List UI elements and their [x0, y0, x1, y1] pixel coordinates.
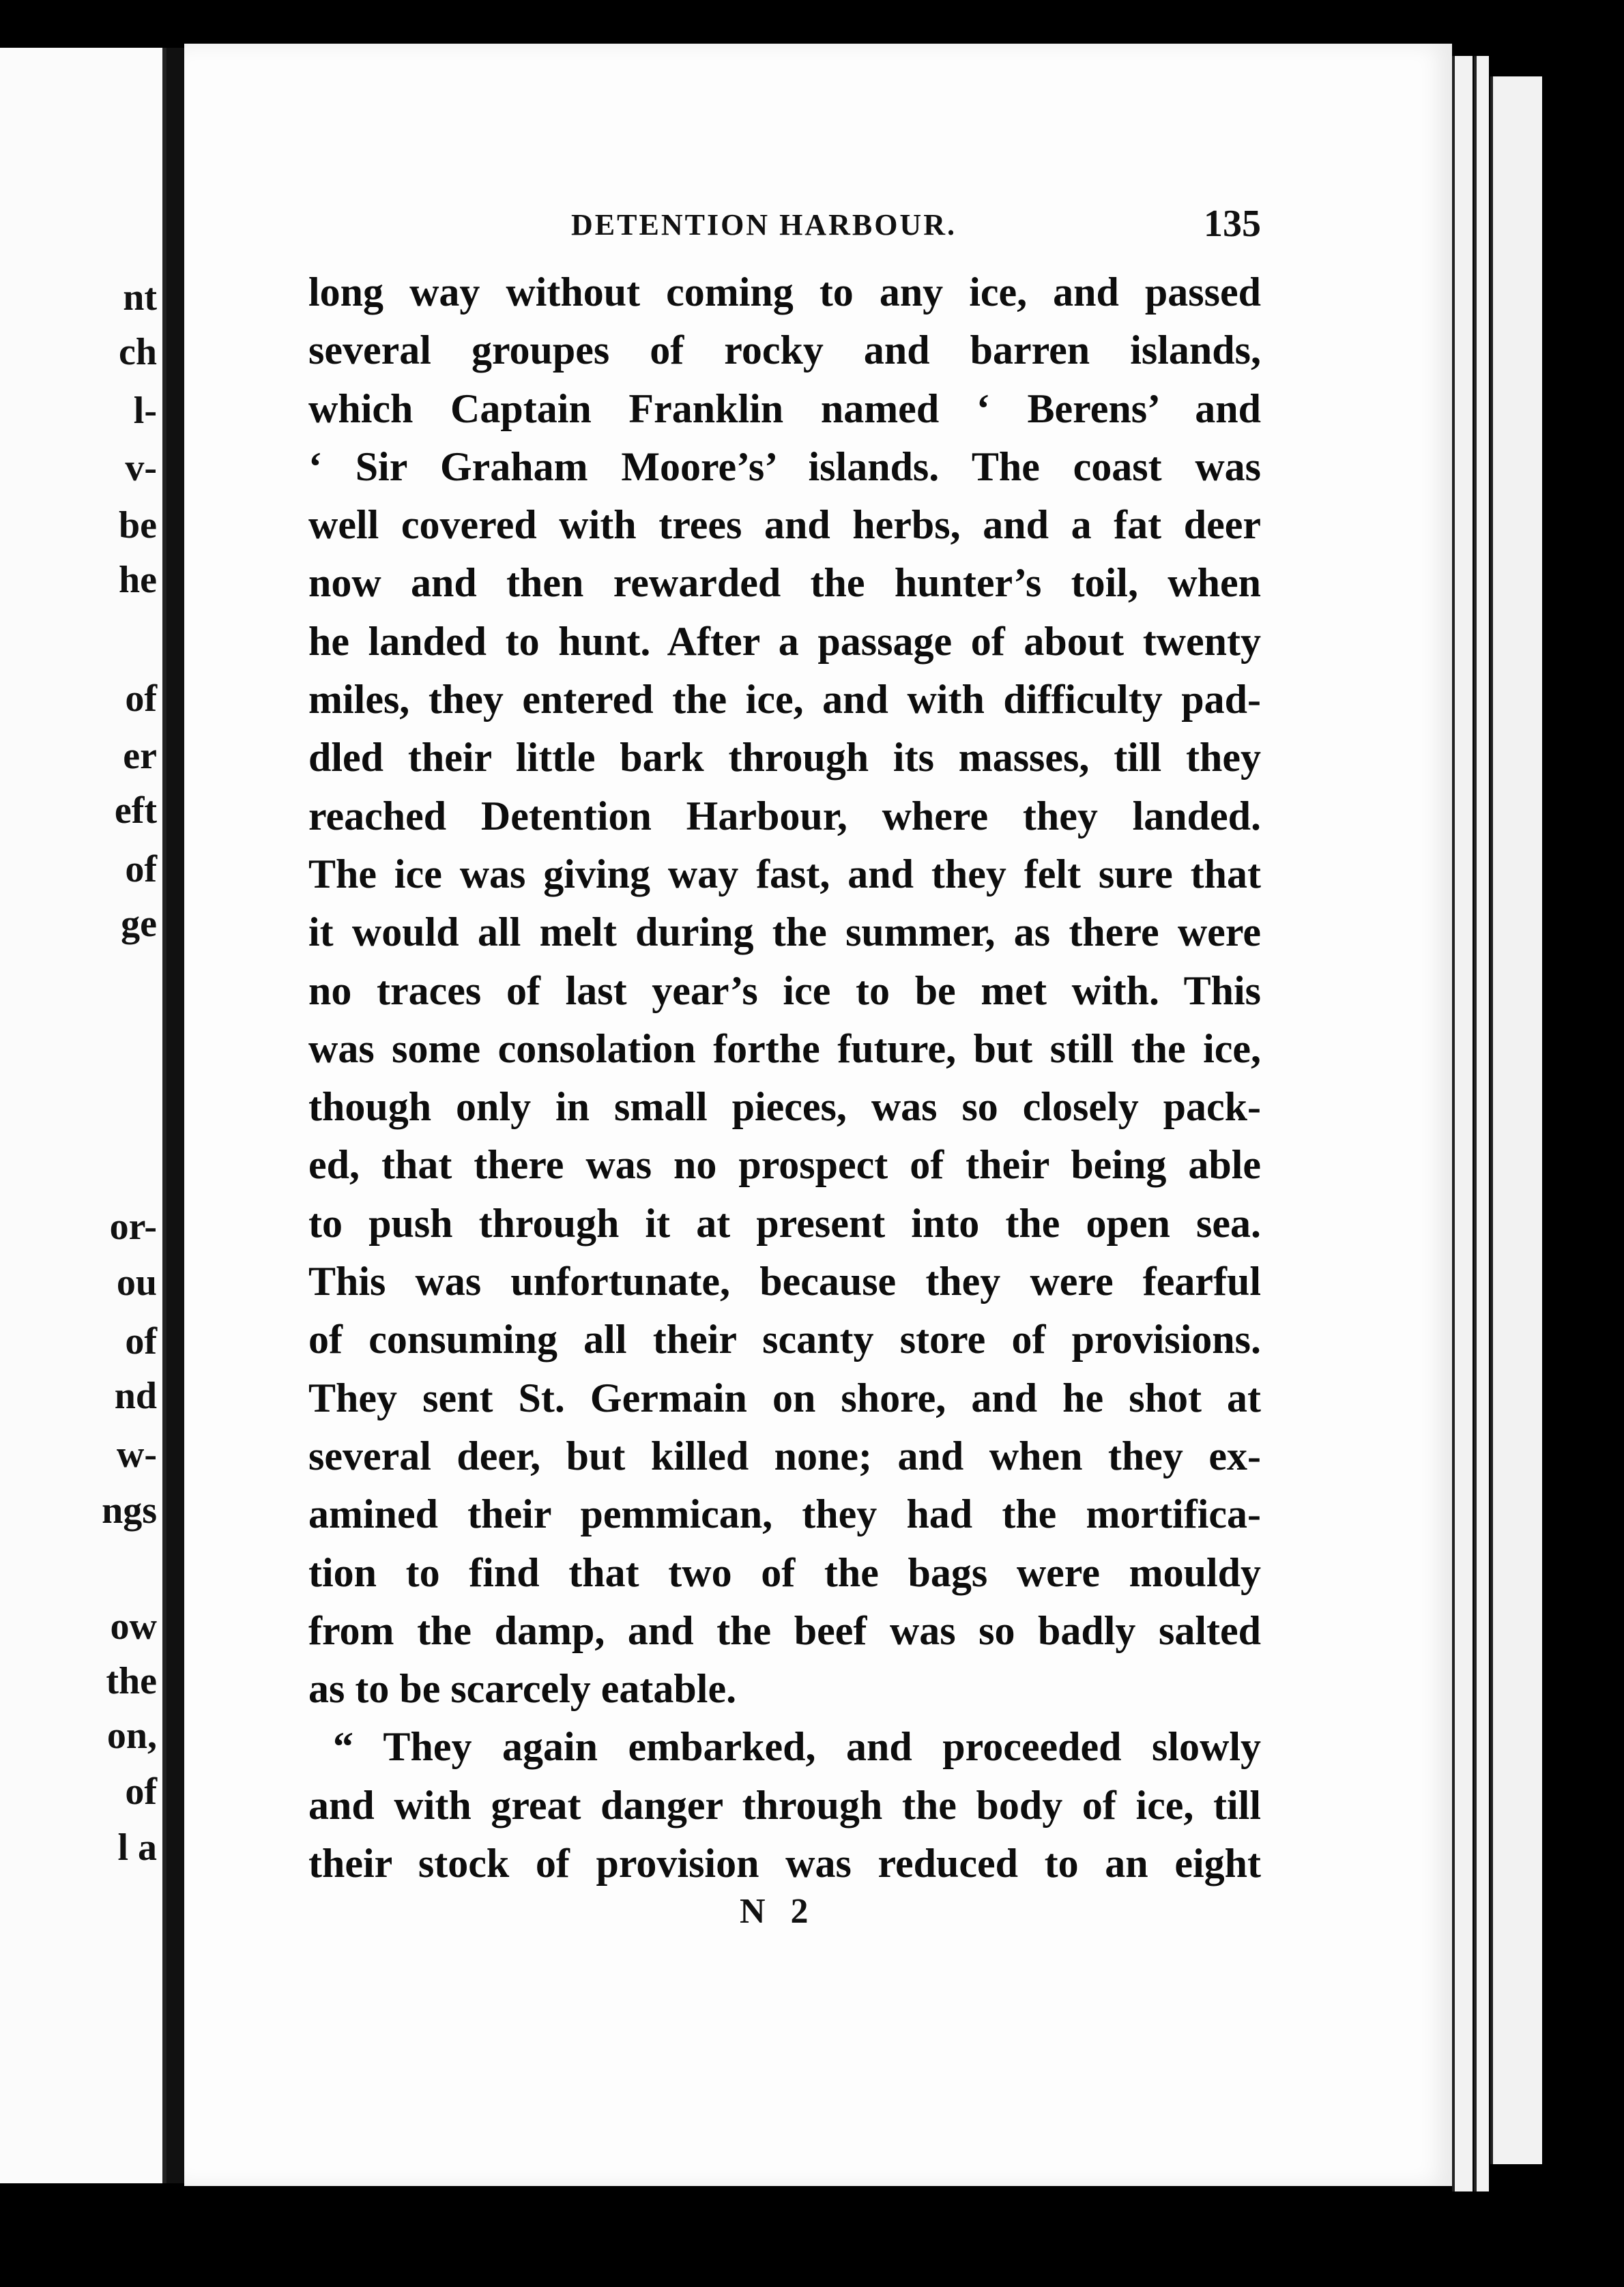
- left-line-fragment: of: [125, 1771, 157, 1813]
- left-line-fragment: ge: [121, 903, 157, 945]
- left-line-fragment: nd: [114, 1375, 157, 1417]
- left-line-fragment: of: [125, 1320, 157, 1363]
- text-line: The ice was giving way fast, and they felt sure that: [308, 851, 1261, 897]
- left-line-fragment: of: [125, 848, 157, 890]
- signature-mark: N 2: [740, 1892, 817, 1931]
- running-head: DETENTION HARBOUR.: [571, 208, 957, 242]
- left-line-fragment: be: [119, 504, 157, 547]
- left-line-fragment: l-: [133, 390, 157, 432]
- book-gutter: [166, 48, 184, 2183]
- left-line-fragment: the: [106, 1660, 157, 1702]
- text-line: long way without coming to any ice, and passed: [308, 270, 1261, 315]
- text-line: to push through it at present into the open sea.: [308, 1200, 1261, 1246]
- page-edge: [1490, 76, 1542, 2164]
- page-number: 135: [1204, 203, 1261, 245]
- text-line: miles, they entered the ice, and with difficulty pad-: [308, 677, 1261, 723]
- text-line: well covered with trees and herbs, and a fat deer: [308, 502, 1261, 548]
- text-line: ed, that there was no prospect of their being able: [308, 1142, 1261, 1188]
- text-line: This was unfortunate, because they were fearful: [308, 1259, 1261, 1305]
- text-line: several groupes of rocky and barren islands,: [308, 327, 1261, 373]
- text-line: of consuming all their scanty store of provisions.: [308, 1317, 1261, 1363]
- text-line: and with great danger through the body of ice, till: [308, 1782, 1261, 1828]
- text-line: amined their pemmican, they had the mortifica-: [308, 1491, 1261, 1537]
- page-edge: [1452, 56, 1473, 2191]
- text-line: They sent St. Germain on shore, and he shot at: [308, 1375, 1261, 1421]
- text-line: ‘ Sir Graham Moore’s’ islands. The coast was: [308, 443, 1261, 489]
- left-line-fragment: ngs: [102, 1489, 157, 1532]
- left-line-fragment: ou: [116, 1262, 157, 1304]
- left-line-fragment: on,: [106, 1715, 157, 1757]
- page-edge: [1474, 56, 1489, 2191]
- left-line-fragment: eft: [114, 789, 157, 832]
- text-line: from the damp, and the beef was so badly salted: [308, 1607, 1261, 1653]
- left-line-fragment: w-: [116, 1433, 157, 1476]
- text-line: several deer, but killed none; and when they ex-: [308, 1433, 1261, 1478]
- text-line: dled their little bark through its masses, till they: [308, 735, 1261, 781]
- left-page-fragment: [0, 48, 166, 2183]
- left-line-fragment: er: [123, 735, 157, 777]
- text-line: their stock of provision was reduced to an eight: [308, 1841, 1261, 1887]
- text-line: tion to find that two of the bags were mouldy: [308, 1549, 1261, 1595]
- text-line: now and then rewarded the hunter’s toil, when: [308, 560, 1261, 606]
- left-line-fragment: l a: [117, 1826, 157, 1869]
- text-line: though only in small pieces, was so closely pack-: [308, 1084, 1261, 1130]
- text-line: was some consolation forthe future, but still the ice,: [308, 1025, 1261, 1071]
- left-line-fragment: he: [119, 559, 157, 601]
- left-line-fragment: ow: [110, 1605, 157, 1648]
- text-line: he landed to hunt. After a passage of about twenty: [308, 618, 1261, 664]
- text-line: as to be scarcely eatable.: [308, 1666, 737, 1712]
- body-text: [308, 263, 1261, 1893]
- text-line: no traces of last year’s ice to be met with. This: [308, 967, 1261, 1013]
- text-line: which Captain Franklin named ‘ Berens’ and: [308, 385, 1261, 431]
- text-line: reached Detention Harbour, where they landed.: [308, 793, 1261, 839]
- text-line: “ They again embarked, and proceeded slowly: [333, 1724, 1261, 1770]
- left-line-fragment: or-: [109, 1206, 157, 1248]
- left-line-fragment: of: [125, 678, 157, 720]
- text-line: it would all melt during the summer, as there were: [308, 909, 1261, 955]
- left-line-fragment: ch: [119, 331, 157, 373]
- page-header: [308, 202, 1261, 243]
- left-line-fragment: nt: [123, 276, 157, 319]
- left-line-fragment: v-: [125, 447, 157, 489]
